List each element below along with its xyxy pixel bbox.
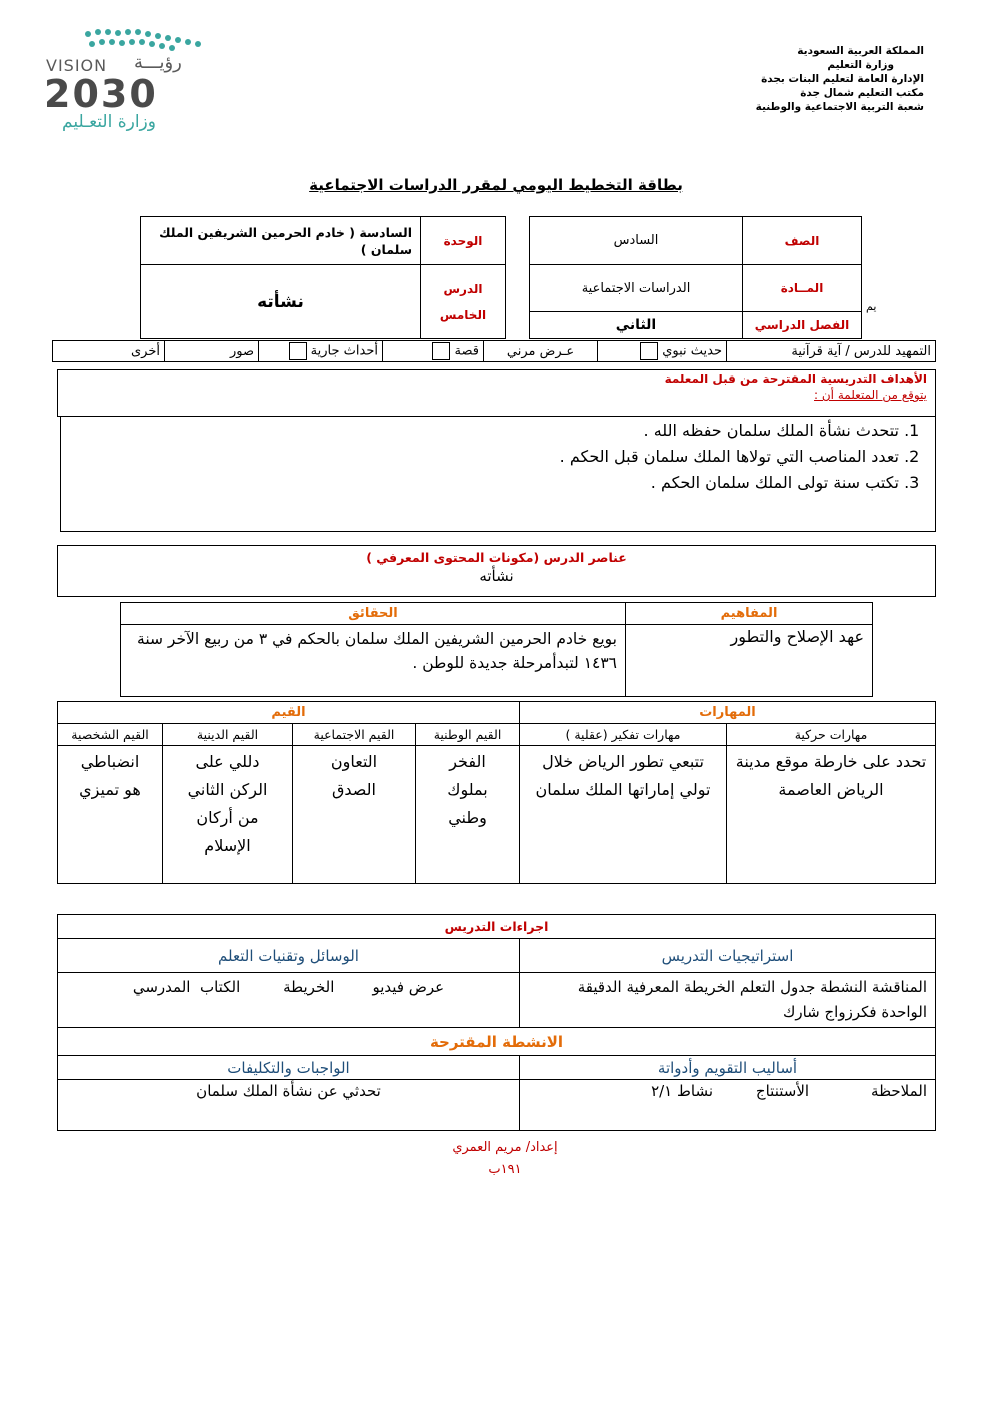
- strategies-value: المناقشة النشطة جدول التعلم الخريطة المعرفية الدقيقة الواحدة فكرزواج شارك: [520, 973, 936, 1028]
- objective-item: 1. تتحدث نشأة الملك سلمان حفظه الله .: [61, 418, 899, 444]
- social-values-header: القيم الاجتماعية: [293, 724, 416, 746]
- page-title: بطاقة التخطيط اليومي لمقرر الدراسات الاجتماعية: [309, 176, 683, 194]
- objectives-list-box: [60, 416, 936, 532]
- motor-skills-header: مهارات حركية: [727, 724, 936, 746]
- header-line-4: مكتب التعليم شمال جدة: [800, 87, 924, 99]
- prepared-code: ١٩١ب: [488, 1162, 522, 1177]
- objective-item: 2. تعدد المناصب التي تولاها الملك سلمان قبل الحكم .: [61, 444, 899, 470]
- unit-label: الوحدة: [421, 217, 506, 265]
- grade-subject-table: [529, 216, 862, 339]
- procedures-table: [57, 914, 936, 1131]
- intro-story-option[interactable]: [383, 341, 484, 362]
- logo-ministry-text: وزارة التعـليم: [62, 112, 156, 132]
- objective-item: 3. تكتب سنة تولى الملك سلمان الحكم .: [61, 470, 899, 496]
- skills-values-table: [57, 701, 936, 884]
- side-mark: يم: [866, 300, 877, 313]
- intro-quran-option[interactable]: [727, 341, 936, 362]
- unit-lesson-table: [140, 216, 506, 339]
- lesson-number-label: الخامس: [439, 307, 487, 322]
- intro-hadith-label: حديث نبوي: [662, 343, 722, 359]
- logo-vision-text: VISION: [46, 56, 108, 75]
- strategies-label: استراتيجيات التدريس: [520, 939, 936, 973]
- lesson-elements-value: نشأته: [479, 567, 514, 585]
- lesson-elements-heading: عناصر الدرس (مكونات المحتوى المعرفي ): [366, 550, 627, 565]
- header-line-2: وزارة التعليم: [827, 59, 894, 71]
- grade-label: الصف: [743, 217, 862, 265]
- intro-display-label: عـرض مرني: [506, 343, 575, 359]
- ministry-header: [664, 44, 924, 114]
- intro-display-option[interactable]: [484, 341, 598, 362]
- homework-label: الواجبات والتكليفات: [58, 1056, 520, 1080]
- facts-label-cell: [121, 603, 626, 625]
- intro-events-label: أحداث جارية: [310, 343, 378, 359]
- personal-values-header: القيم الشخصية: [58, 724, 163, 746]
- subject-label: المــادة: [743, 265, 862, 312]
- media-value: عرض فيديو الخريطة الكتاب المدرسي: [58, 973, 520, 1028]
- intro-other-label: أخرى: [131, 343, 160, 359]
- prepared-by: إعداد/ مريم العمري: [452, 1140, 558, 1155]
- lesson-elements-box: [57, 545, 936, 597]
- facts-label: الحقائق: [348, 606, 398, 621]
- intro-images-label: صور: [229, 343, 254, 359]
- thinking-skills-header: مهارات تفكير (عقلية ): [520, 724, 727, 746]
- objectives-header-box: [57, 369, 936, 417]
- skills-label: المهارات: [520, 702, 936, 724]
- motor-skills-value: تحدد على خارطة موقع مدينة الرياض العاصمة: [727, 746, 936, 884]
- media-label: الوسائل وتقنيات التعلم: [58, 939, 520, 973]
- personal-values-value: انضباطي هو تميزي: [58, 746, 163, 884]
- objectives-heading: الأهداف التدريسية المقترحة من قبل المعلمة: [664, 372, 927, 386]
- lesson-value: نشأته: [141, 265, 421, 339]
- national-values-header: القيم الوطنية: [416, 724, 520, 746]
- lesson-label: الدرس: [443, 281, 483, 296]
- assessment-label: أساليب التقويم وأدواتة: [520, 1056, 936, 1080]
- logo-ruya-text: رؤيـــة: [134, 52, 182, 73]
- procedures-heading: اجراءات التدريس: [58, 915, 936, 939]
- header-line-3: الإدارة العامة لتعليم البنات بجدة: [761, 73, 924, 85]
- concepts-facts-table: [120, 602, 873, 697]
- grade-value: السادس: [530, 217, 743, 265]
- concepts-label-cell: [626, 603, 873, 625]
- lesson-label-cell: [421, 265, 506, 339]
- hadith-checkbox[interactable]: [640, 342, 658, 360]
- logo-year-text: 2030: [44, 72, 158, 116]
- events-checkbox[interactable]: [289, 342, 307, 360]
- intro-story-label: قصة: [454, 343, 479, 359]
- header-line-5: شعبة التربية الاجتماعية والوطنية: [755, 101, 924, 113]
- objectives-subheading: يتوقع من المتعلمة أن :: [814, 388, 927, 402]
- social-values-value: التعاون الصدق: [293, 746, 416, 884]
- term-value: الثاني: [530, 312, 743, 339]
- intro-images-option[interactable]: [165, 341, 259, 362]
- religious-values-header: القيم الدينية: [163, 724, 293, 746]
- intro-events-option[interactable]: [259, 341, 383, 362]
- concepts-label: المفاهيم: [720, 606, 778, 621]
- thinking-skills-value: تتبعي تطور الرياض خلال تولي إماراتها الملك سلمان: [520, 746, 727, 884]
- assessment-value: الملاحظة الأستنتاج نشاط ٢/١: [520, 1080, 936, 1131]
- header-line-1: المملكة العربية السعودية: [797, 45, 924, 57]
- intro-options-row: [52, 340, 936, 362]
- activities-label: الانشطة المقترحة: [58, 1028, 936, 1056]
- vision-2030-logo: [44, 24, 204, 134]
- subject-value: الدراسات الاجتماعية: [530, 265, 743, 312]
- intro-quran-label: التمهيد للدرس / آية قرآنية: [791, 343, 931, 359]
- facts-value: بويع خادم الحرمين الشريفين الملك سلمان بالحكم في ٣ من ربيع الآخر سنة ١٤٣٦ لتبدأمرحلة جديدة للوطن .: [121, 625, 626, 697]
- objectives-list: [61, 418, 935, 496]
- concepts-value: عهد الإصلاح والتطور: [626, 625, 873, 697]
- unit-value: السادسة ( خادم الحرمين الشريفين الملك سلمان ): [141, 217, 421, 265]
- intro-hadith-option[interactable]: [598, 341, 727, 362]
- story-checkbox[interactable]: [432, 342, 450, 360]
- term-label: الفصل الدراسي: [743, 312, 862, 339]
- intro-other-option[interactable]: [53, 341, 165, 362]
- homework-value: تحدثي عن نشأة الملك سلمان: [58, 1080, 520, 1131]
- national-values-value: الفخر بملوك وطني: [416, 746, 520, 884]
- values-label: القيم: [58, 702, 520, 724]
- religious-values-value: دللي على الركن الثاني من أركان الإسلام: [163, 746, 293, 884]
